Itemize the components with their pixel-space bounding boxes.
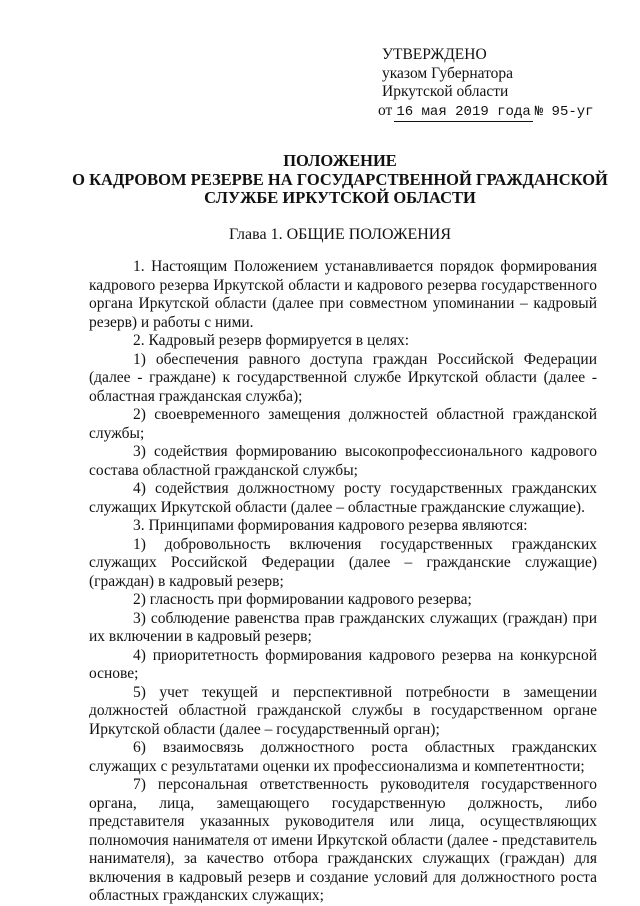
paragraph: 2) своевременного замещения должностей областной гражданской службы;	[89, 406, 597, 442]
paragraph: 2) гласность при формировании кадрового резерва;	[133, 591, 472, 608]
title-line-2: О КАДРОВОМ РЕЗЕРВЕ НА ГОСУДАРСТВЕННОЙ ГРАЖДАНСКОЙ	[72, 169, 608, 189]
paragraph: 2. Кадровый резерв формируется в целях:	[133, 332, 410, 349]
paragraph: 4) содействия должностному росту государственных гражданских служащих Иркутской области (далее – областные гражданские служащие).	[89, 480, 597, 516]
paragraph: 5) учет текущей и перспективной потребности в замещении должностей областной гражданской службы в государственном органе Иркутской области (далее – государственный орган);	[89, 683, 597, 738]
approved-region: Иркутской области	[382, 83, 509, 100]
document-title	[60, 152, 620, 208]
approval-stamp	[378, 46, 618, 122]
decree-number: № 95-уг	[534, 103, 594, 120]
approved-label: УТВЕРЖДЕНО	[382, 46, 487, 63]
chapter-heading: Глава 1. ОБЩИЕ ПОЛОЖЕНИЯ	[229, 226, 451, 243]
paragraph: 4) приоритетность формирования кадрового резерва на конкурсной основе;	[89, 646, 597, 682]
paragraph: 3) соблюдение равенства прав гражданских служащих (граждан) при их включении в кадровый резерв;	[89, 609, 597, 645]
document-body	[89, 258, 597, 906]
title-line-3: СЛУЖБЕ ИРКУТСКОЙ ОБЛАСТИ	[204, 188, 476, 207]
paragraph: 7) персональная ответственность руководителя государственного органа, лица, замещающего государственную должность, либо представителя указанных руководителя или лица, осуществляющих полномочия нанимателя от имени Иркутской области (далее - представитель нанимателя), за качество отбора гражданских служащих (граждан) для включения в кадровый резерв и создание условий для должностного роста областных гражданских служащих;	[89, 776, 597, 904]
paragraph: 1. Настоящим Положением устанавливается порядок формирования кадрового резерва Иркутской области и кадрового резерва государственного органа Иркутской области (далее при совместном упоминании – кадровый резерв) и работы с ними.	[89, 258, 597, 331]
paragraph: 3) содействия формированию высокопрофессионального кадрового состава областной гражданской службы;	[89, 443, 597, 479]
title-line-1: ПОЛОЖЕНИЕ	[283, 151, 397, 170]
paragraph: 1) добровольность включения государственных гражданских служащих Российской Федерации (далее – гражданские служащие) (граждан) в кадровый резерв;	[89, 535, 597, 590]
approval-date: 16 мая 2019 года	[394, 103, 532, 123]
paragraph: 6) взаимосвязь должностного роста областных гражданских служащих с результатами оценки их профессионализма и компетентности;	[89, 739, 597, 775]
approval-date-line	[378, 102, 618, 123]
approved-by: указом Губернатора	[382, 64, 514, 82]
from-label: от	[378, 101, 393, 119]
paragraph: 1) обеспечения равного доступа граждан Российской Федерации (далее - граждане) к государственной службе Иркутской области (далее - областная гражданская служба);	[89, 350, 597, 405]
paragraph: 3. Принципами формирования кадрового резерва являются:	[133, 517, 528, 534]
